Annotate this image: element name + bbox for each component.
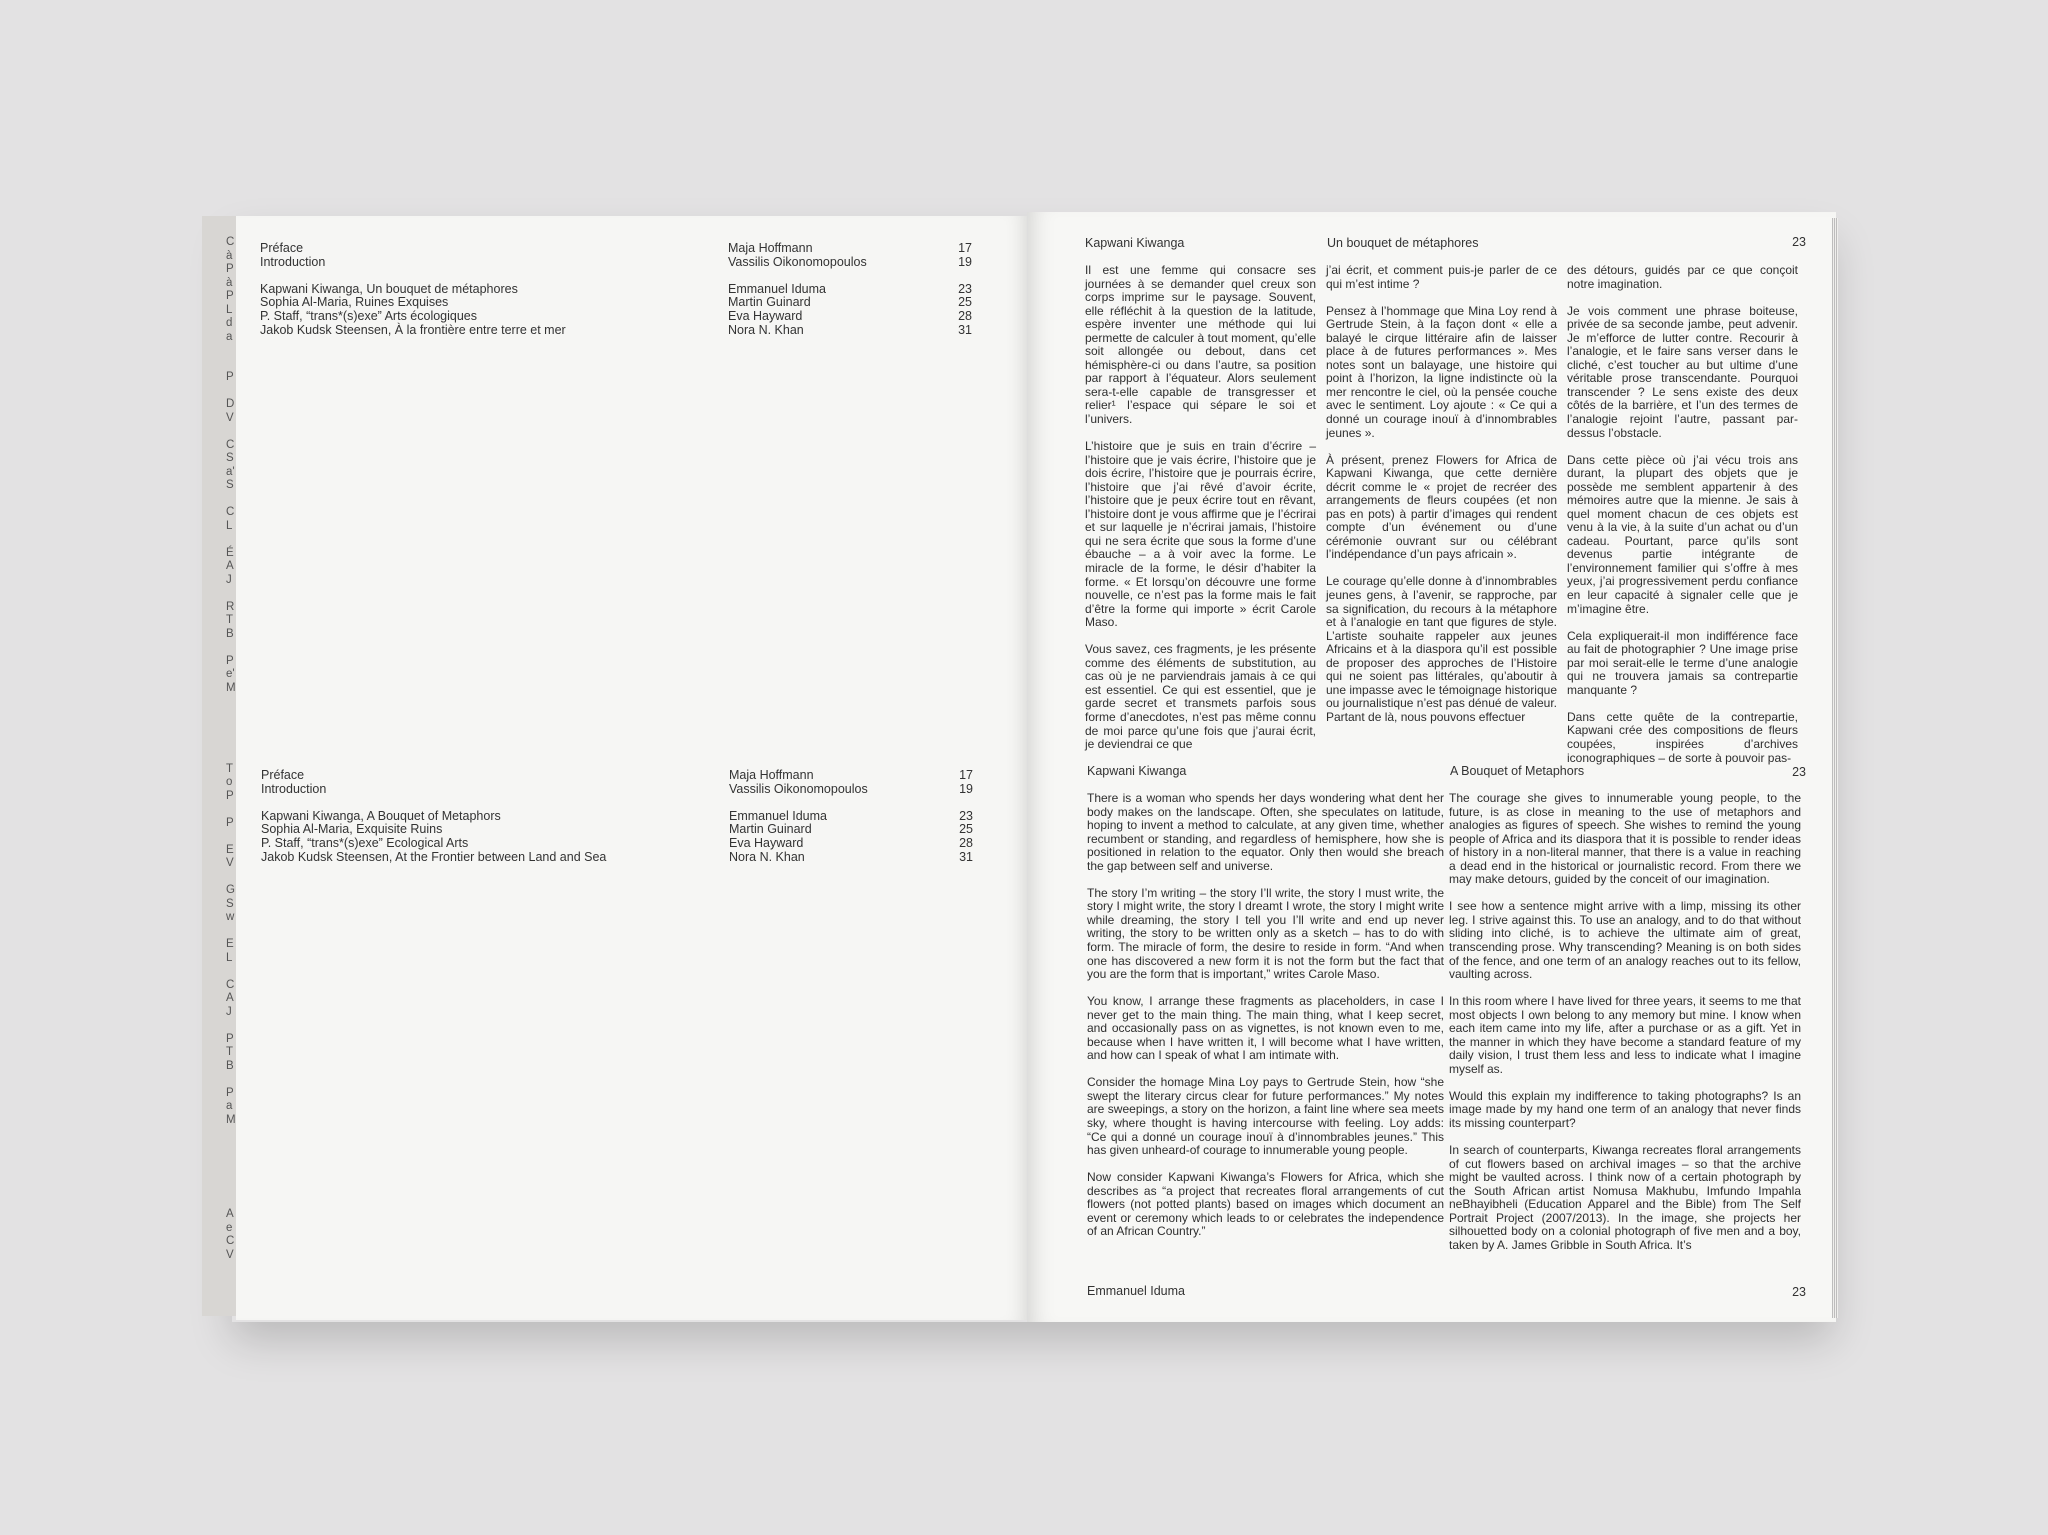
peek-letter: à	[226, 249, 233, 262]
peek-letter: É	[226, 546, 234, 559]
toc-page-number: 23	[959, 808, 973, 823]
fr-column-1	[1085, 264, 1316, 751]
peek-letter: e	[226, 1221, 233, 1234]
toc-spacer	[260, 269, 980, 283]
peek-letter: V	[226, 1248, 234, 1261]
toc-entry	[260, 296, 980, 310]
toc-author: Emmanuel Iduma	[728, 281, 826, 296]
toc-author: Nora N. Khan	[729, 849, 805, 864]
toc-entry	[261, 851, 981, 865]
peek-letter: P	[226, 371, 234, 383]
peek-letter: B	[226, 627, 234, 640]
peek-letter: M	[226, 681, 236, 694]
paragraph: In search of counterparts, Kiwanga recreates floral arrangements of cut flowers based on archival images – so that the archive might be vaulted across. I think now of a certain photograph by the South African artist Nomusa Makhubu, Imfundo Impahla neBhayibheli (Education Apparel and the Bible) from The Self Portrait Project (2007/2013). In the image, she projects her silhouetted body on a colonial photograph of five men and a boy, taken by A. James Gribble in South Africa. It’s	[1449, 1143, 1801, 1252]
peek-letter: L	[226, 951, 233, 964]
toc-author: Eva Hayward	[728, 308, 803, 323]
peek-letter: E	[226, 843, 234, 856]
toc-title: Sophia Al-Maria, Exquisite Ruins	[261, 822, 443, 837]
toc-author: Vassilis Oikonomopoulos	[729, 781, 868, 796]
toc-page-number: 31	[958, 322, 972, 337]
toc-author: Emmanuel Iduma	[729, 808, 827, 823]
peek-letter: C	[226, 978, 235, 991]
peek-letter: a'	[226, 465, 235, 478]
peek-letter: A	[226, 992, 234, 1004]
peek-letter: J	[226, 573, 232, 586]
toc-author: Vassilis Oikonomopoulos	[728, 254, 867, 269]
paragraph: Pensez à l’hommage que Mina Loy rend à Gertrude Stein, à la façon dont « elle a balayé le cirque littéraire afin de laisser place à de futures performances ». Mes notes sont un balayage, une histoire qui point à l’horizon, la ligne indistincte où la mer rencontre le ciel, où la pensée couche avec le sentiment. Loy ajoute : « Ce qui a donné un courage inouï à d’innombrables jeunes ».	[1326, 303, 1557, 440]
peek-letter: A	[226, 1208, 234, 1220]
toc-author: Nora N. Khan	[728, 322, 804, 337]
paragraph: À présent, prenez Flowers for Africa de Kapwani Kiwanga, que cette dernière décrit comme le « projet de recréer des arrangements de fleurs coupées (et non pas en pots) à partir d’images qui rendent compte d’un événement ou d’une cérémonie ouvrant sur ou célébrant l’indépendance d’un pays africain ».	[1326, 452, 1557, 562]
toc-title: Préface	[261, 768, 305, 782]
peek-letter: P	[226, 654, 234, 667]
toc-entry	[260, 283, 980, 297]
toc-title: Introduction	[260, 254, 326, 269]
fr-header-title: Un bouquet de métaphores	[1327, 236, 1479, 250]
en-column-1	[1087, 792, 1444, 1270]
peek-letter: a	[226, 330, 233, 343]
paragraph: Dans cette quête de la contrepartie, Kapwani crée des compositions de fleurs coupées, inspirées d’archives iconographiques – de sorte à pouvoir pas-	[1567, 709, 1798, 765]
paragraph: There is a woman who spends her days wondering what dent her body makes on the landscape. Often, she speculates on latitude, hoping to invent a method to calculate, at any given time, whether recumbent or standing, and regardless of hemisphere, how she is positioned in relation to the equator. Only then would she breach the gap between self and universe.	[1087, 791, 1444, 873]
en-column-2	[1449, 792, 1801, 1270]
left-page	[236, 216, 1027, 1320]
paragraph: Consider the homage Mina Loy pays to Gertrude Stein, how “she swept the literary circus clear for future performances.” My notes are sweepings, a story on the horizon, a faint line where sea meets sky, where thought is having intercourse with feeling. Loy adds: “Ce qui a donné un courage inouï à d’innombrables jeunes.” This has given unheard-of courage to innumerable young people.	[1087, 1075, 1444, 1158]
en-header-title: A Bouquet of Metaphors	[1450, 764, 1585, 778]
peek-letter: T	[226, 1046, 234, 1058]
peek-letter: C	[226, 506, 235, 518]
peek-letter: E	[226, 938, 234, 950]
toc-page-number: 25	[959, 822, 973, 837]
toc-page-number: 23	[958, 281, 972, 296]
paragraph: Je vois comment une phrase boiteuse, privée de sa seconde jambe, peut advenir. Je m’efforce de lutter contre. Recourir à l’analogie, et le faire sans verser dans le cliché, c’est toucher au but ultime d’une véritable prose transcendante. Pourquoi transcender ? Le sens existe des deux côtés de la barrière, et l’un des termes de l’analogie rejoint l’autre, passant par-dessus l’obstacle.	[1567, 303, 1798, 440]
peek-letter: B	[226, 1059, 234, 1072]
paragraph: Dans cette pièce où j’ai vécu trois ans durant, la plupart des objets que je possède me semblent appartenir à des mémoires autre que la mienne. Je sais à quel moment chacun de ces objets est venu à la vie, à la suite d’un achat ou d’un cadeau. Pourtant, parce qu’ils sont devenus partie intégrante de l’environnement familier qui s’offre à mes yeux, j’ai progressivement perdu confiance en leur capacité à signaler celle que je m’imagine être.	[1567, 452, 1798, 616]
paragraph: des détours, guidés par ce que conçoit notre imagination.	[1567, 263, 1798, 291]
peek-letter: S	[226, 897, 234, 910]
toc-page-number: 31	[959, 849, 973, 864]
toc-page-number: 25	[958, 295, 972, 310]
peek-letter: P	[226, 1032, 234, 1045]
peek-letter: P	[226, 1086, 234, 1099]
toc-entry	[260, 242, 980, 256]
toc-title: Kapwani Kiwanga, Un bouquet de métaphores	[260, 281, 518, 296]
peek-letter: w	[226, 911, 235, 923]
toc-entry	[261, 823, 981, 837]
peek-letter: T	[226, 762, 234, 775]
toc-entry	[260, 256, 980, 270]
toc-author: Maja Hoffmann	[729, 768, 814, 782]
peek-letter: P	[226, 263, 234, 275]
toc-page-number: 17	[959, 768, 973, 782]
peek-letter: T	[226, 614, 234, 626]
peek-letter: S	[226, 452, 234, 464]
peek-letter: R	[226, 600, 235, 613]
peek-letter: L	[226, 303, 233, 316]
paragraph: j’ai écrit, et comment puis-je parler de ce qui m’est intime ?	[1326, 263, 1557, 291]
peek-letter: à	[226, 276, 233, 289]
peek-letter: d	[226, 317, 233, 329]
peek-letter: e'	[226, 668, 235, 680]
paragraph: In this room where I have lived for three years, it seems to me that most objects I own belong to any memory but mine. I know when each item came into my life, after a purchase or as a gift. Yet in the manner in which they have become a standard feature of my daily vision, I trust them less and less to indicate what I imagine myself as.	[1449, 994, 1801, 1076]
fr-column-2	[1326, 264, 1557, 751]
toc-author: Martin Guinard	[728, 295, 811, 310]
paragraph: Would this explain my indifference to taking photographs? Is an image made by my hand one term of an analogy that never finds its missing counterpart?	[1449, 1088, 1801, 1130]
toc-title: Jakob Kudsk Steensen, À la frontière entre terre et mer	[260, 322, 566, 337]
paragraph: You know, I arrange these fragments as placeholders, in case I never get to the main thing. The main thing, what I keep secret, and occasionally pass on as vignettes, is not known even to me, because when I have written it, I will become what I have written, and how can I speak of what I am intimate with.	[1087, 994, 1444, 1063]
toc-author: Martin Guinard	[729, 822, 812, 837]
peek-letter: D	[226, 398, 235, 410]
peek-letter: a	[226, 1100, 233, 1112]
toc-entry	[261, 783, 981, 797]
peek-letter: C	[226, 438, 235, 451]
peek-letter: S	[226, 479, 234, 491]
peek-letter: V	[226, 411, 234, 424]
toc-page-number: 28	[959, 835, 973, 850]
paragraph: I see how a sentence might arrive with a limp, missing its other leg. I strive against this. To use an analogy, and to do that without sliding into cliché, is to achieve the ultimate aim of great, transcending prose. Why transcending? Meaning is on both sides of the fence, and one term of an analogy reaches out to its fellow, vaulting across.	[1449, 899, 1801, 982]
toc-author: Maja Hoffmann	[728, 241, 813, 255]
paragraph: Vous savez, ces fragments, je les présente comme des éléments de substitution, au cas où je ne parviendrais jamais à ce qui est essentiel. Ce qui est essentiel, que je garde secret et transmets parfois sous forme d’anecdotes, n’est pas même connu de moi parce qu’une fois que j’aurai écrit, je deviendrai ce que	[1085, 642, 1316, 752]
toc-english	[261, 769, 981, 864]
peek-letter: P	[226, 816, 234, 829]
en-footer-author: Emmanuel Iduma	[1087, 1284, 1185, 1298]
fr-header-page: 23	[1792, 235, 1806, 249]
en-header-page: 23	[1792, 765, 1806, 779]
toc-page-number: 19	[959, 781, 973, 796]
peek-letter: A	[226, 560, 234, 572]
toc-entry	[260, 310, 980, 324]
en-footer-page: 23	[1792, 1285, 1806, 1299]
peek-letter: C	[226, 236, 235, 248]
toc-french	[260, 242, 980, 337]
right-page	[1027, 212, 1836, 1322]
toc-entry	[261, 810, 981, 824]
en-header-artist: Kapwani Kiwanga	[1087, 764, 1187, 778]
peek-letter: G	[226, 884, 235, 896]
paragraph: Le courage qu’elle donne à d’innombrables jeunes gens, à l’avenir, se rapproche, par sa signification, du recours à la métaphore et à l’analogie en tant que figures de style. L’artiste souhaite rappeler aux jeunes Africains et à la diaspora qu’il est possible de proposer des approches de l’Histoire qui ne soient pas littérales, qu’aboutir à une impasse avec le témoignage historique ou journalistique n’est pas dénué de valeur. Partant de là, nous pouvons effectuer	[1326, 574, 1557, 724]
toc-author: Eva Hayward	[729, 835, 804, 850]
toc-title: Sophia Al-Maria, Ruines Exquises	[260, 295, 449, 310]
toc-entry	[261, 837, 981, 851]
fr-header-artist: Kapwani Kiwanga	[1085, 236, 1185, 250]
toc-title: Jakob Kudsk Steensen, At the Frontier between Land and Sea	[261, 849, 607, 864]
toc-page-number: 28	[958, 308, 972, 323]
peek-letter: o	[226, 776, 233, 788]
toc-title: Préface	[260, 241, 304, 255]
paragraph: Now consider Kapwani Kiwanga’s Flowers for Africa, which she describes as “a project that recreates floral arrangements of cut flowers (not potted plants) based on images which document an event or ceremony which leads to or celebrates the independence of an African Country.”	[1087, 1170, 1444, 1239]
paragraph: The courage she gives to innumerable young people, to the future, is as close in meaning to the use of metaphors and analogies as figures of speech. She wishes to remind the young people of Africa and its diaspora that it is possible to render ideas of history in a non-literal manner, that there is a value in reaching a dead end in the historical or journalistic record. From there we may make detours, guided by the conceit of our imagination.	[1449, 791, 1801, 887]
peek-letter: C	[226, 1235, 235, 1247]
toc-page-number: 17	[958, 241, 972, 255]
peek-letter: P	[226, 789, 234, 802]
toc-entry	[261, 769, 981, 783]
toc-title: P. Staff, “trans*(s)exe” Arts écologiques	[260, 308, 478, 323]
toc-spacer	[261, 796, 981, 810]
paragraph: Cela expliquerait-il mon indifférence face au fait de photographier ? Une image prise par moi serait-elle le terme d’une analogie qui ne trouvera jamais sa contrepartie manquante ?	[1567, 628, 1798, 697]
toc-title: P. Staff, “trans*(s)exe” Ecological Arts	[261, 835, 469, 850]
peek-letter: L	[226, 519, 233, 532]
peek-letter: M	[226, 1113, 236, 1126]
toc-title: Introduction	[261, 781, 327, 796]
paragraph: The story I’m writing – the story I’ll write, the story I must write, the story I might write, the story I dreamt I wrote, the story I might write while dreaming, the story I tell you I’ll write and end up never writing, the story to be written only as a sketch – has to do with form. The miracle of form, the desire to reside in form. “And when one has discovered a new form it is not the form but the fact that you are the form that is important,” writes Carole Maso.	[1087, 885, 1444, 982]
peek-letter: J	[226, 1005, 232, 1018]
toc-page-number: 19	[958, 254, 972, 269]
page-block-edge	[1832, 218, 1838, 1318]
paragraph: Il est une femme qui consacre ses journées à se demander quel creux son corps imprime sur le paysage. Souvent, elle réfléchit à la question de la latitude, espère inventer une méthode qui lui permette de calculer à tout moment, qu’elle soit allongée ou debout, dans cet hémisphère-ci ou dans l’autre, sa position par rapport à l’équateur. Alors seulement sera-t-elle capable de transgresser et relier¹ l’espace qui sépare le soi et l’univers.	[1085, 263, 1316, 427]
toc-entry	[260, 324, 980, 338]
peek-letter: P	[226, 290, 234, 302]
fr-column-3	[1567, 263, 1798, 765]
paragraph: L’histoire que je suis en train d’écrire – l’histoire que je vais écrire, l’histoire que je dois écrire, l’histoire que je pourrais écrire, l’histoire que j’ai rêvé d’avoir écrite, l’histoire que je peux écrire tout en rêvant, l’histoire dont je vous affirme que je l’écrirai et sur laquelle je n’écrirai jamais, l’histoire qui ne sera écrite que sous la forme d’une ébauche – a à voir avec la forme. Le miracle de la forme, le désir d’habiter la forme. « Et lorsqu’on découvre une forme nouvelle, ce n’est pas la forme mais le fait d’être la forme qui importe » écrit Carole Maso.	[1085, 439, 1316, 630]
peek-letter: V	[226, 857, 234, 869]
toc-title: Kapwani Kiwanga, A Bouquet of Metaphors	[261, 808, 501, 823]
